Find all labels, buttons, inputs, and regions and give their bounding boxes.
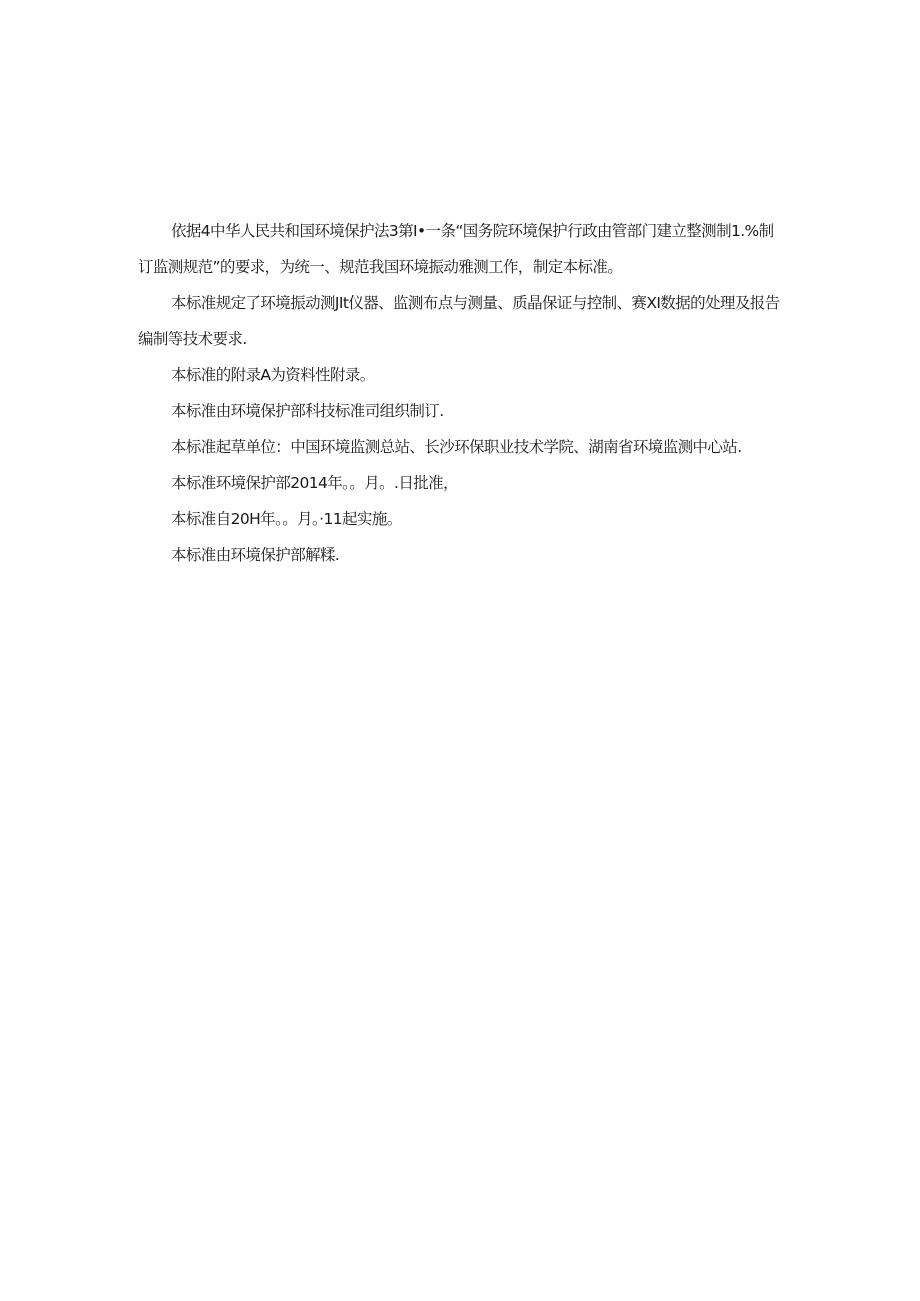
paragraph-drafting-units: 本标准起草单位：中国环境监测总站、长沙环保职业技术学院、湖南省环境监测中心站.	[171, 438, 742, 456]
paragraph-organizer: 本标准由环境保护部科技标准司组织制订.	[171, 402, 444, 420]
paragraph-basis: 依据4中华人民共和国环境保护法3第I•一条“国务院环境保护行政由管部门建立整测制1.%制订监测规范”的要求，为统一、规范我国环境振动雅测工作，制定本标准。	[138, 222, 774, 276]
paragraph-interpretation: 本标准由环境保护部解糅.	[171, 546, 340, 564]
paragraph-effective-date: 本标准自20H年。。月。·11起实施。	[171, 510, 402, 528]
document-body	[138, 213, 788, 573]
paragraph-scope: 本标准规定了环境振动测JIt仪器、监测布点与测量、质晶保证与控制、赛XI数据的处理及报告编制等技术要求.	[138, 294, 780, 348]
paragraph-appendix: 本标准的附录A为资料性附录。	[171, 366, 375, 384]
paragraph-approval-date: 本标准环境保护部2014年。。月。.日批准，	[171, 474, 458, 492]
